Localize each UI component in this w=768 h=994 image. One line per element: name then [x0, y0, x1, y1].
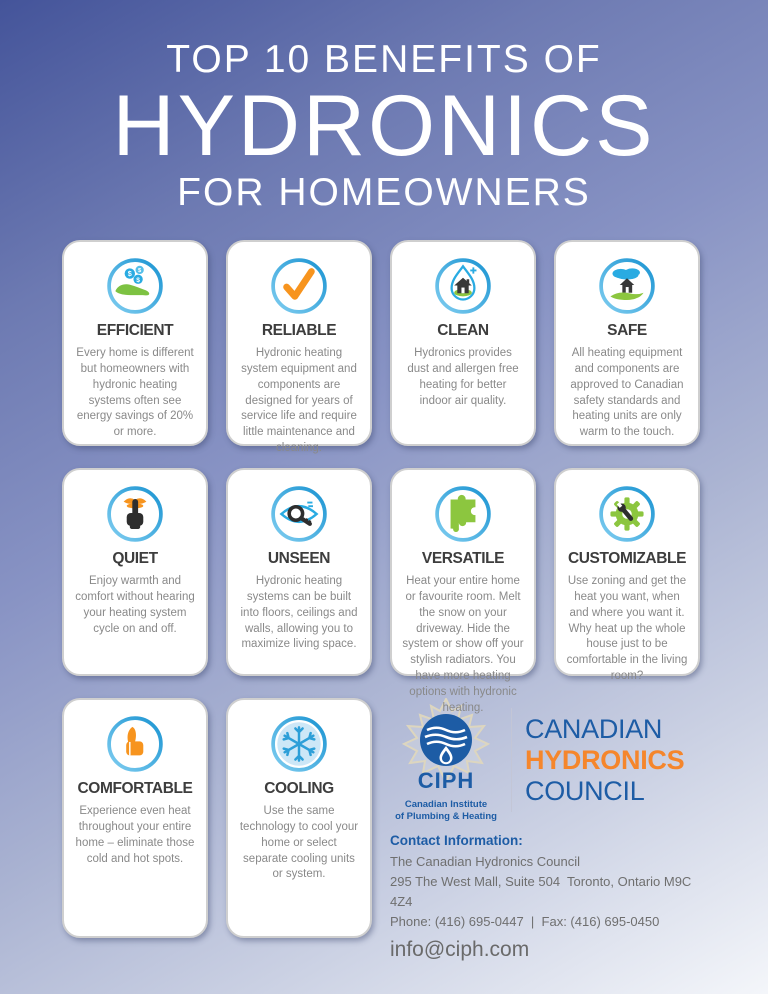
gear-wrench-icon — [598, 485, 656, 543]
card-title: UNSEEN — [267, 550, 331, 567]
card-title: CUSTOMIZABLE — [567, 550, 687, 567]
benefit-card — [390, 468, 536, 714]
puzzle-icon — [434, 485, 492, 543]
council-line-council: COUNCIL — [525, 775, 645, 806]
benefit-card — [62, 468, 208, 676]
council-line-hydronics: HYDRONICS — [525, 744, 685, 775]
card-title: SAFE — [607, 322, 647, 339]
card-body: Use zoning and get the heat you want, when and where you want it. Why heat up the whole house just to be comfortable in the living room? — [566, 575, 688, 683]
benefits-grid — [62, 240, 700, 962]
card-body: All heating equipment and components are approved to Canadian safety standards and heating units are only warm to the touch. — [570, 347, 684, 439]
contact-email[interactable]: info@ciph.com — [390, 938, 530, 962]
benefit-card — [226, 240, 372, 455]
card-body: Hydronics provides dust and allergen free heating for better indoor air quality. — [407, 347, 519, 407]
card-body: Hydronic heating system equipment and components are designed for years of service life and require little maintenance and cleaning. — [241, 347, 357, 455]
card-title: COMFORTABLE — [77, 780, 193, 797]
card-body: Experience even heat throughout your entire home – eliminate those cold and hot spots. — [75, 805, 195, 865]
benefit-card — [554, 240, 700, 446]
logo-divider — [511, 708, 512, 812]
contact-block — [390, 831, 700, 967]
benefit-card — [62, 698, 208, 938]
title-line-bottom: FOR HOMEOWNERS — [177, 171, 591, 215]
card-title: COOLING — [264, 780, 334, 797]
benefit-card — [226, 468, 372, 676]
card-title: VERSATILE — [421, 550, 505, 567]
contact-phone-fax: Phone: (416) 695-0447 | Fax: (416) 695-0450 — [390, 914, 660, 930]
card-body: Use the same technology to cool your home or select separate cooling units or system. — [239, 805, 359, 881]
card-body: Hydronic heating systems can be built into floors, ceilings and walls, allowing you to maximize living space. — [240, 575, 358, 651]
snowflake-icon — [270, 715, 328, 773]
checkmark-icon — [270, 257, 328, 315]
card-title: CLEAN — [437, 322, 489, 339]
contact-heading: Contact Information: — [390, 832, 523, 848]
card-title: RELIABLE — [261, 322, 337, 339]
ciph-acronym: CIPH — [417, 768, 475, 793]
card-title: QUIET — [112, 550, 158, 567]
eye-magnifier-icon — [270, 485, 328, 543]
benefit-card — [390, 240, 536, 446]
thumbs-up-icon — [106, 715, 164, 773]
benefit-card — [62, 240, 208, 446]
title-main: HYDRONICS — [112, 78, 656, 174]
card-body: Heat your entire home or favourite room. Melt the snow on your driveway. Hide the system or show off your stylish radiators. You have more heating options with hydronic heating. — [402, 575, 524, 714]
house-droplet-icon — [434, 257, 492, 315]
poster-header — [0, 38, 768, 215]
council-line-canadian: CANADIAN — [525, 714, 663, 745]
card-title: EFFICIENT — [96, 322, 174, 339]
contact-org: The Canadian Hydronics Council — [390, 853, 581, 869]
contact-address: 295 The West Mall, Suite 504 Toronto, Ontario M9C 4Z4 — [390, 873, 695, 909]
ciph-caption: Canadian Institute of Plumbing & Heating — [395, 799, 497, 822]
card-body: Enjoy warmth and comfort without hearing your heating system cycle on and off. — [75, 575, 195, 635]
brand-area — [390, 698, 700, 962]
benefit-card — [554, 468, 700, 683]
hand-coins-icon — [106, 257, 164, 315]
house-cloud-icon — [598, 257, 656, 315]
shush-hand-icon — [106, 485, 164, 543]
council-wordmark — [525, 714, 684, 806]
title-line-top: TOP 10 BENEFITS OF — [166, 38, 602, 81]
benefit-card — [226, 698, 372, 938]
card-body: Every home is different but homeowners with hydronic heating systems often see energy savings of 20% or more. — [76, 347, 194, 439]
